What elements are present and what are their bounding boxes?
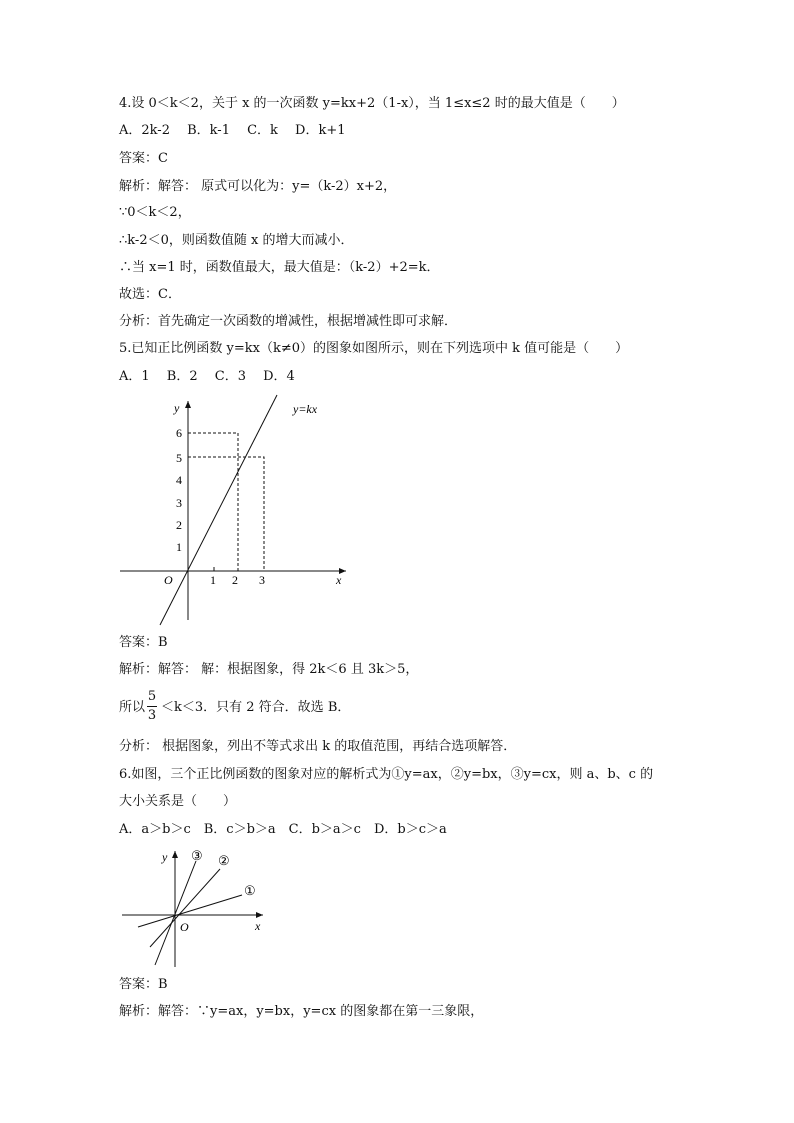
line-label-1: ①	[244, 883, 256, 898]
function-label: y=kx	[293, 402, 318, 416]
q4-solution-line: ∵0＜k＜2，	[119, 205, 191, 220]
y-tick-label: 2	[176, 518, 182, 532]
x-tick-label: 2	[232, 573, 238, 587]
q6-question: 6.如图，三个正比例函数的图象对应的解析式为①y=ax，②y=bx，③y=cx，则 a、b、c 的	[119, 767, 654, 782]
dashed-guide-6	[188, 433, 238, 571]
x-axis-arrow	[256, 912, 263, 918]
q4-answer: 答案：C	[119, 151, 168, 166]
x-axis-label: x	[255, 919, 261, 933]
q5-solution-suffix: ＜k＜3．只有 2 符合．故选 B．	[161, 700, 351, 715]
line-1	[138, 895, 242, 927]
q4-analysis: 分析：首先确定一次函数的增减性，根据增减性即可求解．	[119, 314, 458, 329]
q6-options: A．a＞b＞c B．c＞b＞a C．b＞a＞c D．b＞c＞a	[119, 822, 447, 837]
q4-options: A．2k-2 B．k-1 C．k D．k+1	[119, 123, 346, 138]
q6-solution-line: 解析：解答：∵y=ax，y=bx，y=cx 的图象都在第一三象限，	[119, 1004, 484, 1019]
y-axis-label: y	[174, 401, 180, 415]
y-axis-arrow	[185, 401, 191, 408]
y-axis-label: y	[162, 850, 168, 864]
q4-question: 4.设 0＜k＜2，关于 x 的一次函数 y=kx+2（1-x），当 1≤x≤2 时的最大值是（ ）	[119, 96, 625, 111]
y-tick-label: 4	[176, 473, 182, 487]
y-tick-label: 3	[176, 496, 182, 510]
q5-question: 5.已知正比例函数 y=kx（k≠0）的图象如图所示，则在下列选项中 k 值可能是（ ）	[119, 341, 629, 356]
fraction-bar	[147, 706, 157, 707]
y-tick-label: 6	[176, 426, 182, 440]
y-tick-label: 5	[176, 451, 182, 465]
x-axis-label: x	[336, 573, 342, 587]
origin-label: O	[180, 920, 189, 934]
q5-options: A．1 B．2 C．3 D．4	[119, 369, 295, 384]
dashed-guide-5	[188, 457, 264, 571]
x-tick-label: 1	[210, 573, 216, 587]
line-2	[150, 869, 220, 947]
x-tick-label: 3	[259, 573, 265, 587]
fraction-numerator: 5	[147, 689, 157, 704]
q4-solution-line: ∴k-2＜0，则函数值随 x 的增大而减小．	[119, 233, 354, 248]
q6-question: 大小关系是（ ）	[119, 794, 237, 809]
q5-solution-line: 解析：解答： 解：根据图象，得 2k＜6 且 3k＞5，	[119, 662, 419, 677]
q6-answer: 答案：B	[119, 977, 168, 992]
line-label-2: ②	[218, 853, 230, 868]
fraction-denominator: 3	[147, 708, 157, 723]
y-tick-label: 1	[176, 540, 182, 554]
y-axis-arrow	[172, 851, 178, 858]
q4-solution-line: 故选：C．	[119, 287, 181, 302]
q5-analysis: 分析： 根据图象，列出不等式求出 k 的取值范围，再结合选项解答．	[119, 739, 517, 754]
origin-label: O	[164, 573, 173, 587]
q6-graph	[120, 845, 280, 970]
line-label-3: ③	[191, 848, 203, 863]
q4-solution-line: 解析：解答： 原式可以化为：y=（k-2）x+2，	[119, 179, 397, 194]
q4-solution-line: ∴当 x=1 时，函数值最大，最大值是：（k-2）+2=k．	[119, 260, 440, 275]
q5-graph	[118, 395, 358, 625]
q5-solution-prefix: 所以	[119, 700, 146, 715]
q5-answer: 答案：B	[119, 635, 168, 650]
